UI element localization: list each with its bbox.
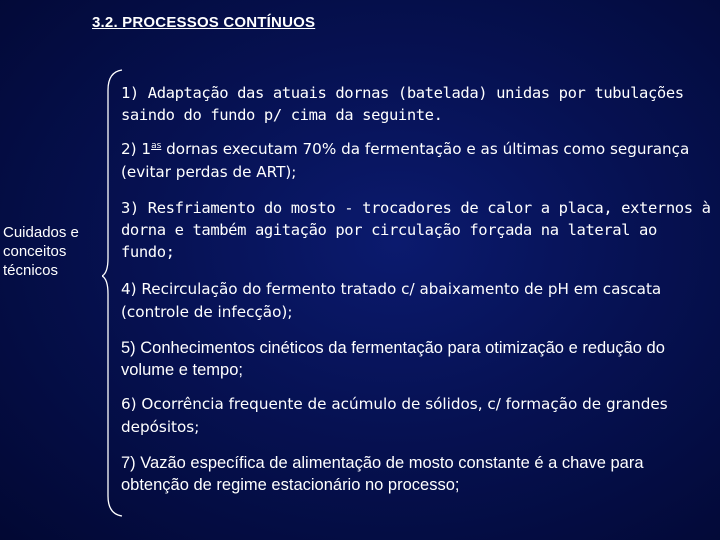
list-item-2-rest: dornas executam 70% da fermentação e as últimas como segurança (evitar perdas de ART); — [121, 140, 690, 181]
side-label-line-3: técnicos — [3, 262, 59, 279]
list-item-3: 3) Resfriamento do mosto - trocadores de calor a placa, externos à dorna e também agitação por circulação forçada na lateral ao fundo; — [121, 199, 711, 261]
list-item-6: 6) Ocorrência frequente de acúmulo de sólidos, c/ formação de grandes depósitos; — [121, 395, 668, 436]
list-item-5: 5) Conhecimentos cinéticos da fermentação para otimização e redução do volume e tempo; — [121, 339, 665, 379]
side-label-line-2: conceitos — [3, 243, 67, 260]
list-item-2 — [121, 138, 713, 184]
list-item-7: 7) Vazão específica de alimentação de mosto constante é a chave para obtenção de regime estacionário no processo; — [121, 454, 644, 494]
side-label — [3, 223, 113, 280]
slide-title: 3.2. PROCESSOS CONTÍNUOS — [92, 14, 316, 31]
list-item-1: 1) Adaptação das atuais dornas (batelada) unidas por tubulações saindo do fundo p/ cima da seguinte. — [121, 84, 684, 124]
list-item-2-prefix: 2) 1 — [121, 140, 152, 158]
side-label-line-1: Cuidados e — [3, 224, 79, 241]
list-item-4: 4) Recirculação do fermento tratado c/ abaixamento de pH em cascata (controle de infecção); — [121, 280, 662, 321]
list-item-2-superscript: as — [151, 140, 162, 151]
